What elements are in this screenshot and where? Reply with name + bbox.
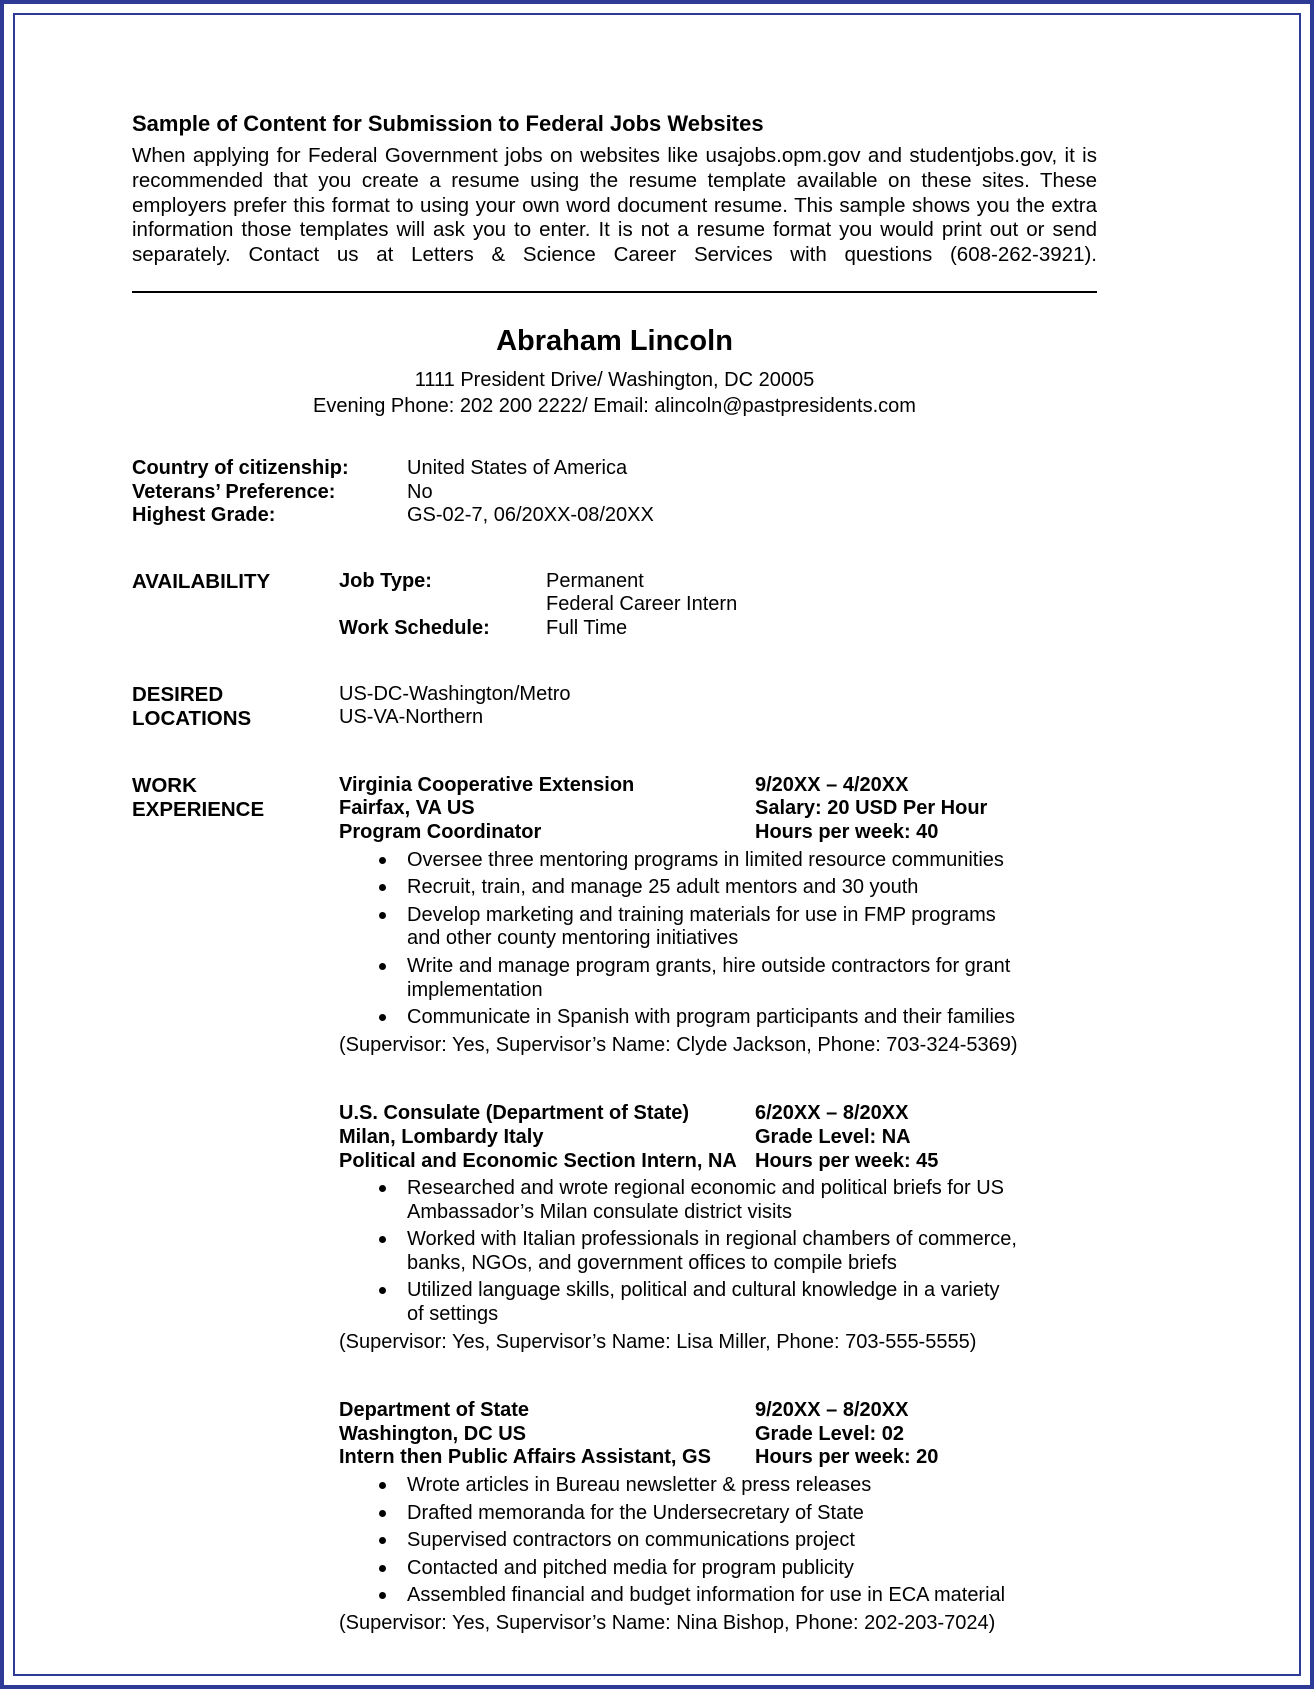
document-content: [132, 111, 1097, 1636]
job-hours: Hours per week: 20: [755, 1446, 939, 1469]
job-bullets: [339, 849, 1019, 1030]
work-experience-section: [132, 774, 1097, 1636]
bullet-item: Researched and wrote regional economic and political briefs for US Ambassador’s Milan consulate district visits: [339, 1177, 1019, 1224]
job-left-column: [339, 1102, 755, 1173]
job-title: Political and Economic Section Intern, NA: [339, 1149, 737, 1172]
job-left-column: [339, 774, 755, 845]
profile-label: Highest Grade:: [132, 504, 276, 527]
supervisor-line: (Supervisor: Yes, Supervisor’s Name: Lisa Miller, Phone: 703-555-5555): [339, 1330, 977, 1353]
job-type-values: [546, 570, 1097, 617]
desired-locations-section: [132, 683, 1097, 732]
job-hours: Hours per week: 45: [755, 1149, 939, 1172]
employer-name: Virginia Cooperative Extension: [339, 773, 635, 796]
work-schedule-value: Full Time: [546, 617, 628, 640]
job-left-column: [339, 1399, 755, 1470]
divider-line: [132, 291, 1097, 293]
bullet-item: Worked with Italian professionals in regional chambers of commerce, banks, NGOs, and government offices to compile briefs: [339, 1228, 1019, 1275]
job-type-value: Federal Career Intern: [546, 593, 738, 616]
job-entry: [339, 1399, 1097, 1635]
job-compensation: Salary: 20 USD Per Hour: [755, 797, 988, 820]
profile-row: [132, 504, 1097, 528]
bullet-item: Communicate in Spanish with program participants and their families: [339, 1006, 1019, 1030]
job-header: [339, 774, 1097, 845]
job-bullets: [339, 1177, 1019, 1327]
resume-header: [132, 323, 1097, 419]
work-experience-heading: WORK EXPERIENCE: [132, 773, 265, 822]
job-header: [339, 1102, 1097, 1173]
job-right-column: [755, 1399, 1097, 1470]
bullet-item: Contacted and pitched media for program publicity: [339, 1557, 1019, 1581]
job-type-row: [339, 570, 1097, 617]
work-schedule-label: Work Schedule:: [339, 617, 490, 640]
job-dates: 9/20XX – 4/20XX: [755, 773, 909, 796]
job-right-column: [755, 774, 1097, 845]
job-title: Program Coordinator: [339, 820, 542, 843]
intro-paragraph: When applying for Federal Government jobs on websites like usajobs.opm.gov and studentjobs.gov, it is recommended that you create a resume using the resume template available on these sites. These employers prefer this format to using your own word document resume. This sample shows you the extra information those templates will ask you to enter. It is not a resume format you would print out or send separately. Contact us at Letters & Science Career Services with questions (608-262-3921).: [132, 144, 1097, 266]
profile-label: Country of citizenship:: [132, 457, 349, 480]
desired-location-value: US-VA-Northern: [339, 706, 484, 729]
supervisor-line: (Supervisor: Yes, Supervisor’s Name: Clyde Jackson, Phone: 703-324-5369): [339, 1033, 1018, 1056]
intro-section: [132, 111, 1097, 267]
job-bullets: [339, 1474, 1019, 1608]
profile-row: [132, 481, 1097, 505]
bullet-item: Recruit, train, and manage 25 adult mentors and 30 youth: [339, 876, 1019, 900]
job-title: Intern then Public Affairs Assistant, GS: [339, 1446, 711, 1469]
job-location: Milan, Lombardy Italy: [339, 1125, 544, 1148]
profile-value: United States of America: [407, 457, 628, 480]
availability-section: [132, 570, 1097, 641]
work-experience-content: [339, 774, 1097, 1636]
bullet-item: Oversee three mentoring programs in limited resource communities: [339, 849, 1019, 873]
job-header: [339, 1399, 1097, 1470]
job-compensation: Grade Level: NA: [755, 1125, 911, 1148]
availability-content: [339, 570, 1097, 641]
job-location: Fairfax, VA US: [339, 797, 475, 820]
supervisor-line: (Supervisor: Yes, Supervisor’s Name: Nina Bishop, Phone: 202-203-7024): [339, 1612, 996, 1635]
candidate-address-line: 1111 President Drive/ Washington, DC 20005: [414, 369, 815, 392]
desired-locations-content: [339, 683, 1097, 732]
job-entry: [339, 1102, 1097, 1354]
intro-title: Sample of Content for Submission to Federal Jobs Websites: [132, 111, 764, 136]
employer-name: Department of State: [339, 1399, 530, 1422]
job-dates: 9/20XX – 8/20XX: [755, 1399, 909, 1422]
desired-location-value: US-DC-Washington/Metro: [339, 682, 571, 705]
profile-label: Veterans’ Preference:: [132, 480, 336, 503]
job-location: Washington, DC US: [339, 1422, 527, 1445]
candidate-name: Abraham Lincoln: [496, 325, 733, 358]
bullet-item: Write and manage program grants, hire outside contractors for grant implementation: [339, 955, 1019, 1002]
employer-name: U.S. Consulate (Department of State): [339, 1102, 690, 1125]
page-inner-border: [13, 13, 1301, 1676]
work-schedule-row: [339, 617, 1097, 641]
bullet-item: Drafted memoranda for the Undersecretary of State: [339, 1502, 1019, 1526]
profile-value: GS-02-7, 06/20XX-08/20XX: [407, 504, 654, 527]
job-compensation: Grade Level: 02: [755, 1422, 904, 1445]
desired-locations-heading: DESIRED LOCATIONS: [132, 682, 252, 731]
bullet-item: Develop marketing and training materials for use in FMP programs and other county mentoring initiatives: [339, 904, 1019, 951]
profile-row: [132, 457, 1097, 481]
bullet-item: Utilized language skills, political and cultural knowledge in a variety of settings: [339, 1279, 1019, 1326]
bullet-item: Wrote articles in Bureau newsletter & press releases: [339, 1474, 1019, 1498]
bullet-item: Supervised contractors on communications project: [339, 1529, 1019, 1553]
job-right-column: [755, 1102, 1097, 1173]
job-type-label: Job Type:: [339, 569, 432, 592]
job-hours: Hours per week: 40: [755, 820, 939, 843]
profile-value: No: [407, 480, 433, 503]
candidate-contact-line: Evening Phone: 202 200 2222/ Email: alincoln@pastpresidents.com: [313, 395, 916, 418]
job-type-value: Permanent: [546, 569, 644, 592]
availability-heading: AVAILABILITY: [132, 569, 271, 593]
bullet-item: Assembled financial and budget information for use in ECA material: [339, 1584, 1019, 1608]
job-dates: 6/20XX – 8/20XX: [755, 1102, 909, 1125]
job-entry: [339, 774, 1097, 1058]
profile-section: [132, 457, 1097, 528]
